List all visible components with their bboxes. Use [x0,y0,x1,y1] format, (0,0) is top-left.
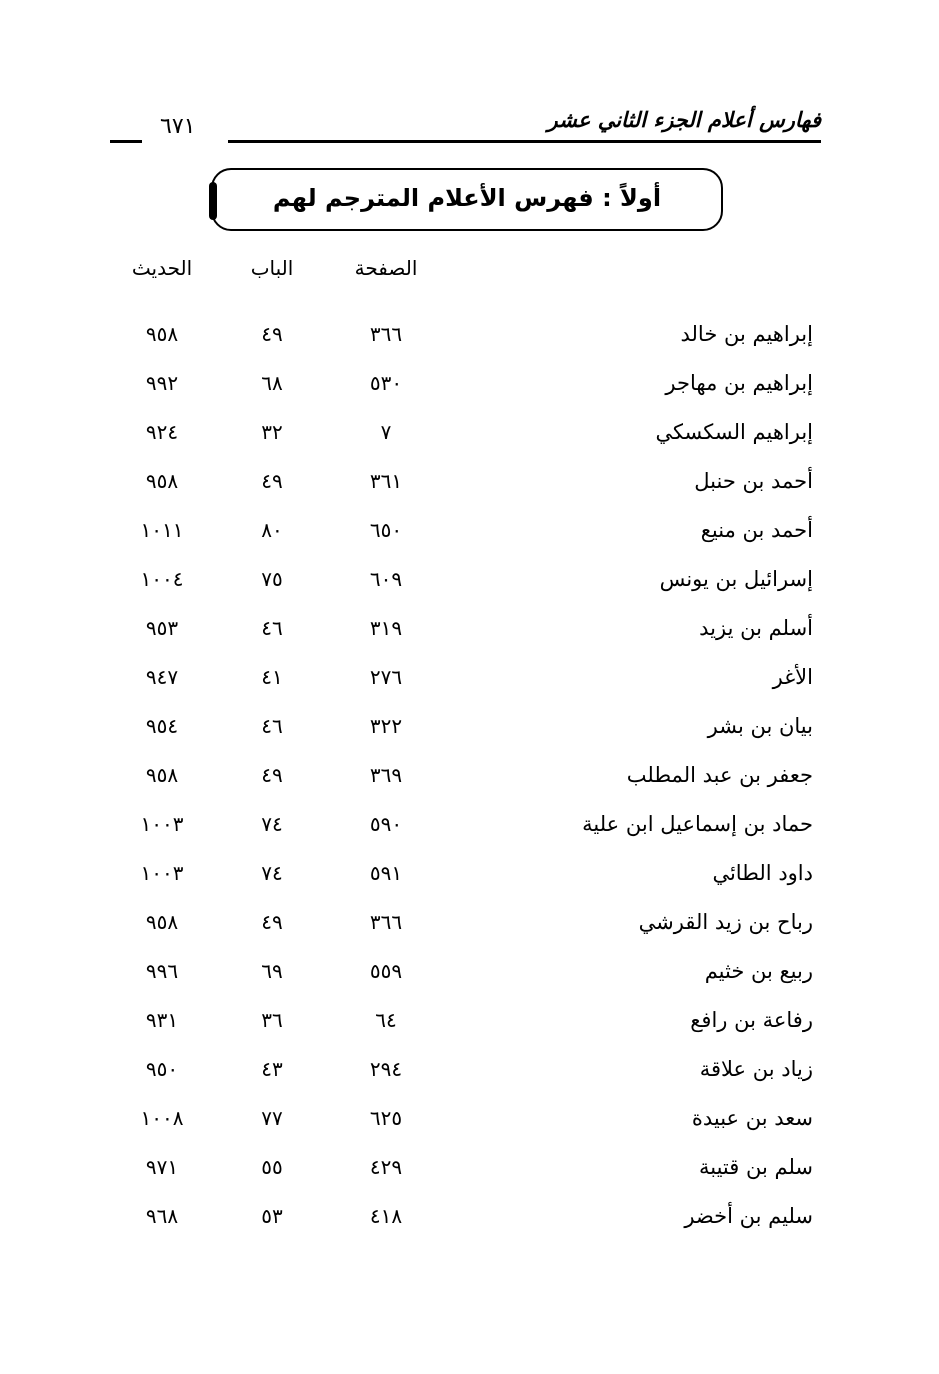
list-item [0,704,939,753]
chapter-ref: ٧٧ [261,1106,283,1130]
chapter-ref: ٥٣ [261,1204,283,1228]
chapter-ref: ٤٣ [261,1057,283,1081]
person-name: رفاعة بن رافع [690,1008,813,1032]
person-name: بيان بن بشر [707,714,813,738]
list-item [0,312,939,361]
person-name: الأغر [772,665,813,689]
page-ref: ٣٦٦ [369,322,403,346]
chapter-ref: ٤٦ [261,616,283,640]
hadith-ref: ٩٥٨ [145,910,179,934]
list-item [0,557,939,606]
section-title: أولاً : فهرس الأعلام المترجم لهم [272,184,662,212]
hadith-ref: ٩٩٢ [145,371,179,395]
page-ref: ٢٧٦ [369,665,403,689]
column-header-chapter: الباب [250,256,294,280]
page-ref: ٦٢٥ [369,1106,403,1130]
list-item [0,900,939,949]
person-name: سلم بن قتيبة [698,1155,813,1179]
list-item [0,998,939,1047]
chapter-ref: ٣٢ [261,420,283,444]
page-header [110,108,821,148]
index-list [0,312,939,1243]
list-item [0,1096,939,1145]
person-name: إبراهيم السكسكي [655,420,813,444]
hadith-ref: ٩٣١ [145,1008,179,1032]
list-item [0,1145,939,1194]
hadith-ref: ٩٥٣ [145,616,179,640]
person-name: إبراهيم بن مهاجر [665,371,813,395]
page-ref: ٧ [380,420,392,444]
chapter-ref: ٤١ [261,665,283,689]
person-name: ربيع بن خثيم [704,959,813,983]
column-header-hadith: الحديث [131,256,193,280]
hadith-ref: ٩٥٨ [145,469,179,493]
hadith-ref: ٩٥٨ [145,763,179,787]
person-name: سعد بن عبيدة [691,1106,813,1130]
chapter-ref: ٧٥ [261,567,283,591]
list-item [0,410,939,459]
hadith-ref: ١٠٠٣ [140,861,184,885]
hadith-ref: ٩٥٨ [145,322,179,346]
page-ref: ٦٠٩ [369,567,403,591]
chapter-ref: ٣٦ [261,1008,283,1032]
person-name: إسرائيل بن يونس [659,567,813,591]
page-ref: ٥٩٠ [369,812,403,836]
page-ref: ٥٣٠ [369,371,403,395]
page-ref: ٥٥٩ [369,959,403,983]
list-item [0,949,939,998]
person-name: إبراهيم بن خالد [680,322,813,346]
list-item [0,1194,939,1243]
page-ref: ٣٦٩ [369,763,403,787]
chapter-ref: ٨٠ [261,518,283,542]
page-ref: ٥٩١ [369,861,403,885]
page-ref: ٣٦١ [369,469,403,493]
person-name: أسلم بن يزيد [699,616,813,640]
person-name: زياد بن علاقة [699,1057,813,1081]
list-item [0,459,939,508]
page-ref: ٤١٨ [369,1204,403,1228]
hadith-ref: ٩٦٨ [145,1204,179,1228]
chapter-ref: ٦٩ [261,959,283,983]
hadith-ref: ١٠٠٨ [140,1106,184,1130]
person-name: داود الطائي [712,861,813,885]
chapter-ref: ٤٦ [261,714,283,738]
hadith-ref: ٩٥٤ [145,714,179,738]
header-rule [228,140,821,143]
hadith-ref: ٩٢٤ [145,420,179,444]
section-title-box [211,168,723,231]
page-ref: ٦٤ [375,1008,397,1032]
chapter-ref: ٤٩ [261,322,283,346]
hadith-ref: ٩٧١ [145,1155,179,1179]
chapter-ref: ٦٨ [261,371,283,395]
person-name: سليم بن أخضر [684,1204,813,1228]
hadith-ref: ٩٥٠ [145,1057,179,1081]
page-ref: ٣١٩ [369,616,403,640]
list-item [0,851,939,900]
person-name: أحمد بن منيع [700,518,813,542]
list-item [0,508,939,557]
chapter-ref: ٧٤ [261,812,283,836]
chapter-ref: ٤٩ [261,469,283,493]
chapter-ref: ٧٤ [261,861,283,885]
list-item [0,1047,939,1096]
page-ref: ٣٢٢ [369,714,403,738]
hadith-ref: ٩٩٦ [145,959,179,983]
person-name: رباح بن زيد القرشي [638,910,813,934]
hadith-ref: ١٠٠٤ [140,567,184,591]
page-ref: ٣٦٦ [369,910,403,934]
hadith-ref: ١٠٠٣ [140,812,184,836]
person-name: جعفر بن عبد المطلب [626,763,813,787]
list-item [0,361,939,410]
chapter-ref: ٤٩ [261,763,283,787]
list-item [0,753,939,802]
person-name: أحمد بن حنبل [694,469,813,493]
page-ref: ٦٥٠ [369,518,403,542]
header-rule-short [110,140,142,143]
running-title: فهارس أعلام الجزء الثاني عشر [547,108,821,132]
list-item [0,655,939,704]
chapter-ref: ٥٥ [261,1155,283,1179]
page-ref: ٤٢٩ [369,1155,403,1179]
list-item [0,802,939,851]
page-number: ٦٧١ [160,114,196,139]
list-item [0,606,939,655]
person-name: حماد بن إسماعيل ابن علية [582,812,813,836]
page-ref: ٢٩٤ [369,1057,403,1081]
hadith-ref: ٩٤٧ [145,665,179,689]
column-headers [0,256,939,286]
column-header-page: الصفحة [354,256,418,280]
hadith-ref: ١٠١١ [140,518,184,542]
chapter-ref: ٤٩ [261,910,283,934]
